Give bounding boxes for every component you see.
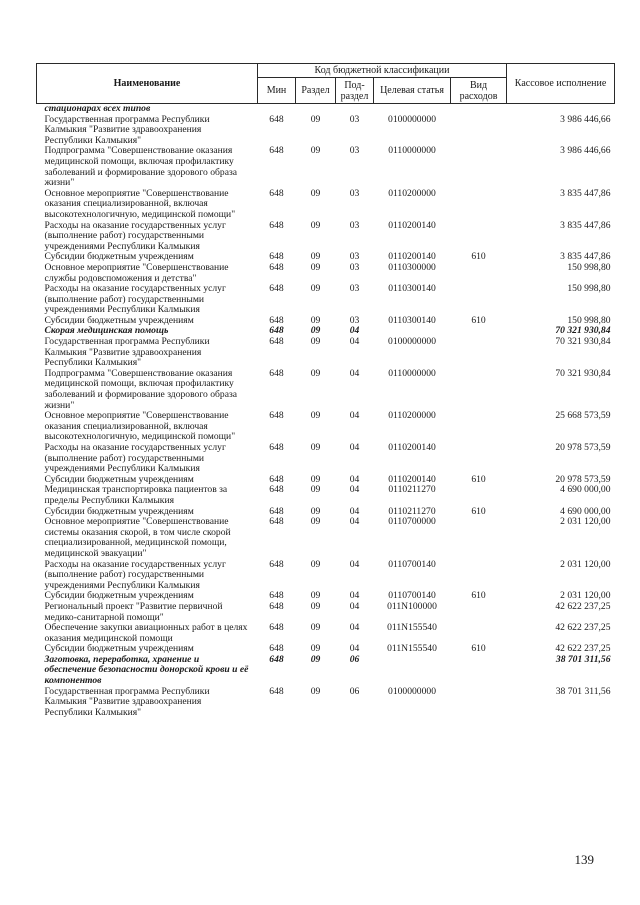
row-name: Расходы на оказание государственных услуг (выполнение работ) государственными учреждениями Республики Калмыкия xyxy=(44,558,226,591)
row-celevaya xyxy=(374,655,451,687)
table-header xyxy=(37,64,615,104)
row-celevaya: 0110200140 xyxy=(388,219,436,231)
row-sum: 3 835 447,86 xyxy=(560,187,611,199)
row-vid xyxy=(451,560,507,592)
row-celevaya: 0110200140 xyxy=(388,251,436,263)
row-vid xyxy=(451,326,507,337)
row-name: Субсидии бюджетным учреждениям xyxy=(44,251,194,263)
row-podrazdel: 04 xyxy=(349,516,360,528)
row-razdel: 09 xyxy=(310,251,321,263)
row-vid xyxy=(451,602,507,623)
row-name: стационарах всех типов xyxy=(44,103,151,114)
header-vid: Вид расходов xyxy=(451,78,507,104)
row-podrazdel: 06 xyxy=(349,685,360,697)
row-podrazdel: 04 xyxy=(349,622,360,634)
row-celevaya: 011N155540 xyxy=(387,643,437,655)
table-row xyxy=(37,369,615,411)
row-min: 648 xyxy=(269,685,284,697)
row-name: Расходы на оказание государственных услуг (выполнение работ) государственными учреждениями Республики Калмыкия xyxy=(44,219,226,252)
row-celevaya: 0110200140 xyxy=(388,473,436,485)
table-row xyxy=(37,189,615,221)
row-sum: 20 978 573,59 xyxy=(555,473,611,485)
row-min: 648 xyxy=(269,367,284,379)
row-min: 648 xyxy=(269,505,284,517)
table-row xyxy=(37,517,615,559)
row-min xyxy=(258,104,296,115)
row-celevaya: 0100000000 xyxy=(388,113,436,125)
row-vid xyxy=(451,411,507,443)
row-celevaya: 0100000000 xyxy=(388,685,436,697)
row-razdel: 09 xyxy=(310,516,321,528)
row-name: Государственная программа Республики Калмыкия "Развитие здравоохранения Республики Калмыкия" xyxy=(44,685,210,718)
row-vid xyxy=(451,189,507,221)
row-vid xyxy=(451,263,507,284)
row-podrazdel: 04 xyxy=(349,643,360,655)
row-vid xyxy=(451,104,507,115)
row-razdel: 09 xyxy=(310,643,321,655)
row-sum: 3 986 446,66 xyxy=(560,113,611,125)
row-min: 648 xyxy=(269,590,284,602)
row-name: Основное мероприятие "Совершенствование оказания специализированной, включая высокотехнологичную, медицинской помощи" xyxy=(44,187,236,220)
header-razdel: Раздел xyxy=(296,78,336,104)
row-razdel: 09 xyxy=(310,336,321,348)
row-sum: 38 701 311,56 xyxy=(555,685,611,697)
row-razdel: 09 xyxy=(310,283,321,295)
row-podrazdel: 04 xyxy=(349,367,360,379)
row-razdel: 09 xyxy=(310,219,321,231)
row-sum: 38 701 311,56 xyxy=(555,653,611,665)
row-sum: 2 031 120,00 xyxy=(560,590,611,602)
row-razdel: 09 xyxy=(310,622,321,634)
row-vid xyxy=(451,485,507,506)
row-name: Субсидии бюджетным учреждениям xyxy=(44,505,194,517)
row-min: 648 xyxy=(269,283,284,295)
table-row xyxy=(37,115,615,147)
row-sum: 20 978 573,59 xyxy=(555,442,611,453)
row-podrazdel: 06 xyxy=(349,653,360,665)
table-row xyxy=(37,602,615,623)
table-row xyxy=(37,443,615,475)
row-razdel: 09 xyxy=(310,590,321,602)
row-razdel: 09 xyxy=(310,558,321,570)
row-podrazdel: 04 xyxy=(349,410,360,422)
row-vid xyxy=(451,443,507,475)
row-podrazdel: 04 xyxy=(349,505,360,517)
row-podrazdel: 04 xyxy=(349,484,360,496)
row-sum: 70 321 930,84 xyxy=(555,367,611,379)
row-razdel: 09 xyxy=(310,653,321,665)
row-vid: 610 xyxy=(471,473,486,485)
row-sum: 3 835 447,86 xyxy=(560,219,611,231)
row-celevaya: 0110211270 xyxy=(388,505,436,517)
row-celevaya: 0110211270 xyxy=(388,484,436,496)
row-min: 648 xyxy=(269,325,284,337)
row-celevaya xyxy=(374,104,451,115)
row-min: 648 xyxy=(269,600,284,612)
row-razdel: 09 xyxy=(310,314,321,326)
row-min: 648 xyxy=(269,113,284,125)
table-row xyxy=(37,337,615,369)
row-name: Субсидии бюджетным учреждениям xyxy=(44,643,194,655)
row-name: Государственная программа Республики Калмыкия "Развитие здравоохранения Республики Калмыкия" xyxy=(44,336,210,369)
row-min: 648 xyxy=(269,516,284,528)
row-min: 648 xyxy=(269,622,284,634)
row-vid xyxy=(451,369,507,411)
row-sum: 2 031 120,00 xyxy=(560,558,611,570)
row-sum: 70 321 930,84 xyxy=(555,325,611,337)
row-celevaya: 0110200000 xyxy=(388,187,436,199)
row-podrazdel: 03 xyxy=(349,283,360,295)
row-vid xyxy=(451,687,507,719)
row-name: Региональный проект "Развитие первичной медико-санитарной помощи" xyxy=(44,600,223,623)
row-name: Государственная программа Республики Калмыкия "Развитие здравоохранения Республики Калмыкия" xyxy=(44,113,210,146)
header-sum: Кассовое исполнение xyxy=(507,64,615,104)
row-vid: 610 xyxy=(471,314,486,326)
row-sum: 2 031 120,00 xyxy=(560,516,611,528)
row-min: 648 xyxy=(269,653,284,665)
row-vid: 610 xyxy=(471,251,486,263)
row-razdel: 09 xyxy=(310,600,321,612)
header-name: Наименование xyxy=(37,64,258,104)
table-row xyxy=(37,623,615,644)
row-name: Основное мероприятие "Совершенствование оказания специализированной, включая высокотехнологичную, медицинской помощи" xyxy=(44,410,236,443)
row-celevaya: 0110000000 xyxy=(388,145,436,157)
header-code-group: Код бюджетной классификации xyxy=(258,64,507,78)
row-name: Основное мероприятие "Совершенствование системы оказания скорой, в том числе скорой специализированной, медицинской помощи, медицинской эвакуации" xyxy=(44,516,231,559)
row-sum: 4 690 000,00 xyxy=(560,505,611,517)
row-celevaya: 0110300140 xyxy=(388,314,436,326)
row-podrazdel: 04 xyxy=(349,473,360,485)
row-min: 648 xyxy=(269,219,284,231)
row-sum: 4 690 000,00 xyxy=(560,484,611,496)
row-razdel: 09 xyxy=(310,473,321,485)
page-number: 139 xyxy=(574,852,594,867)
budget-table xyxy=(36,63,615,718)
row-razdel: 09 xyxy=(310,410,321,422)
row-sum: 42 622 237,25 xyxy=(555,643,611,655)
row-sum: 3 835 447,86 xyxy=(560,251,611,263)
row-podrazdel: 03 xyxy=(349,251,360,263)
row-vid xyxy=(451,337,507,369)
row-min: 648 xyxy=(269,187,284,199)
row-name: Субсидии бюджетным учреждениям xyxy=(44,314,194,326)
row-podrazdel: 03 xyxy=(349,145,360,157)
row-celevaya: 0110700140 xyxy=(388,590,436,602)
row-podrazdel: 03 xyxy=(349,261,360,273)
row-vid xyxy=(451,655,507,687)
row-min: 648 xyxy=(269,558,284,570)
row-sum: 3 986 446,66 xyxy=(560,145,611,157)
row-name: Подпрограмма "Совершенствование оказания медицинской помощи, включая профилактику заболеваний и формирование здорового образа жизни" xyxy=(44,145,238,189)
row-name: Медицинская транспортировка пациентов за пределы Республики Калмыкия xyxy=(44,484,228,506)
table-row xyxy=(37,263,615,284)
row-celevaya: 011N100000 xyxy=(387,600,437,612)
table-row xyxy=(37,687,615,719)
row-name: Обеспечение закупки авиационных работ в целях оказания медицинской помощи xyxy=(44,622,248,644)
row-razdel: 09 xyxy=(310,325,321,337)
row-vid xyxy=(451,623,507,644)
row-sum: 25 668 573,59 xyxy=(555,410,611,422)
row-razdel: 09 xyxy=(310,261,321,273)
table-row xyxy=(37,560,615,592)
table-row xyxy=(37,284,615,316)
row-vid xyxy=(451,146,507,188)
row-min: 648 xyxy=(269,442,284,453)
table-row xyxy=(37,104,615,115)
row-celevaya: 0110200000 xyxy=(388,410,436,422)
row-celevaya: 011N155540 xyxy=(387,622,437,634)
row-min: 648 xyxy=(269,336,284,348)
row-name: Расходы на оказание государственных услуг (выполнение работ) государственными учреждениями Республики Калмыкия xyxy=(44,283,226,316)
header-min: Мин xyxy=(258,78,296,104)
row-name: Субсидии бюджетным учреждениям xyxy=(44,590,194,602)
row-vid xyxy=(451,115,507,147)
row-celevaya: 0110700000 xyxy=(388,516,436,528)
row-vid xyxy=(451,221,507,253)
table-row xyxy=(37,411,615,443)
row-min: 648 xyxy=(269,261,284,273)
row-razdel: 09 xyxy=(310,367,321,379)
table-body xyxy=(37,104,615,719)
row-name: Заготовка, переработка, хранение и обеспечение безопасности донорской крови и её компонентов xyxy=(44,653,249,687)
row-podrazdel: 04 xyxy=(349,590,360,602)
table-row xyxy=(37,221,615,253)
row-sum: 150 998,80 xyxy=(567,261,611,273)
row-razdel xyxy=(296,104,336,115)
row-razdel: 09 xyxy=(310,145,321,157)
row-podrazdel: 04 xyxy=(349,442,360,453)
row-sum: 150 998,80 xyxy=(567,314,611,326)
row-razdel: 09 xyxy=(310,113,321,125)
table-row xyxy=(37,146,615,188)
row-min: 648 xyxy=(269,473,284,485)
row-min: 648 xyxy=(269,314,284,326)
row-razdel: 09 xyxy=(310,484,321,496)
row-name: Скорая медицинская помощь xyxy=(44,325,169,337)
row-celevaya: 0110000000 xyxy=(388,367,436,379)
row-sum xyxy=(507,104,615,115)
row-celevaya: 0100000000 xyxy=(388,336,436,348)
row-podrazdel: 04 xyxy=(349,336,360,348)
row-vid: 610 xyxy=(471,643,486,655)
row-podrazdel xyxy=(336,104,374,115)
row-name: Расходы на оказание государственных услуг (выполнение работ) государственными учреждениями Республики Калмыкия xyxy=(44,442,226,475)
row-podrazdel: 04 xyxy=(349,325,360,337)
row-celevaya: 0110300140 xyxy=(388,283,436,295)
row-vid xyxy=(451,284,507,316)
row-podrazdel: 04 xyxy=(349,600,360,612)
row-name: Подпрограмма "Совершенствование оказания медицинской помощи, включая профилактику заболеваний и формирование здорового образа жизни" xyxy=(44,367,238,411)
row-min: 648 xyxy=(269,251,284,263)
row-min: 648 xyxy=(269,410,284,422)
row-sum: 150 998,80 xyxy=(567,283,611,295)
row-vid xyxy=(451,517,507,559)
row-celevaya: 0110300000 xyxy=(388,261,436,273)
row-razdel: 09 xyxy=(310,442,321,453)
row-sum: 42 622 237,25 xyxy=(555,600,611,612)
row-min: 648 xyxy=(269,145,284,157)
row-podrazdel: 03 xyxy=(349,113,360,125)
table-row xyxy=(37,655,615,687)
header-podrazdel: Под-раздел xyxy=(336,78,374,104)
row-sum: 70 321 930,84 xyxy=(555,336,611,348)
row-celevaya: 0110700140 xyxy=(388,558,436,570)
row-podrazdel: 03 xyxy=(349,314,360,326)
row-celevaya: 0110200140 xyxy=(388,442,436,453)
header-celevaya: Целевая статья xyxy=(374,78,451,104)
row-podrazdel: 04 xyxy=(349,558,360,570)
row-razdel: 09 xyxy=(310,505,321,517)
row-min: 648 xyxy=(269,484,284,496)
row-vid: 610 xyxy=(471,590,486,602)
row-podrazdel: 03 xyxy=(349,187,360,199)
table-row xyxy=(37,485,615,506)
row-razdel: 09 xyxy=(310,685,321,697)
row-name: Субсидии бюджетным учреждениям xyxy=(44,473,194,485)
row-sum: 42 622 237,25 xyxy=(555,622,611,634)
row-razdel: 09 xyxy=(310,187,321,199)
row-podrazdel: 03 xyxy=(349,219,360,231)
row-vid: 610 xyxy=(471,505,486,517)
row-name: Основное мероприятие "Совершенствование службы родовспоможения и детства" xyxy=(44,261,229,284)
row-min: 648 xyxy=(269,643,284,655)
